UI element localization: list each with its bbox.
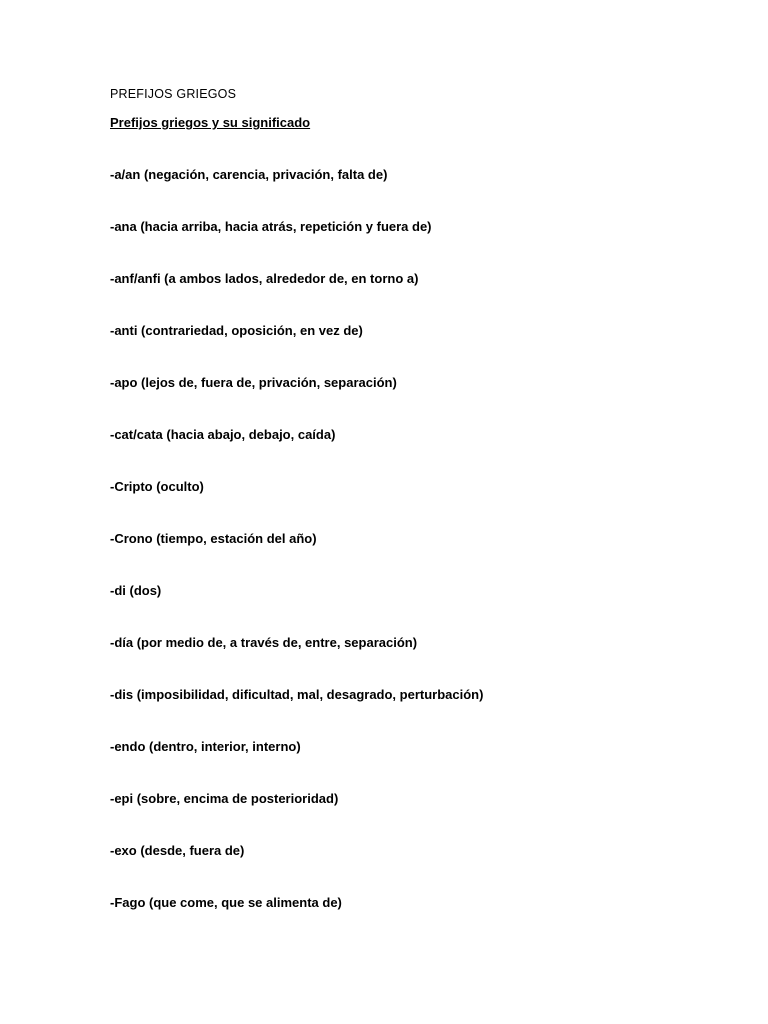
prefix-item: -apo (lejos de, fuera de, privación, separación): [110, 375, 397, 390]
prefix-item: -exo (desde, fuera de): [110, 843, 245, 858]
prefix-item: -día (por medio de, a través de, entre, separación): [110, 635, 418, 650]
prefix-item: -a/an (negación, carencia, privación, falta de): [110, 167, 388, 182]
prefix-item: -ana (hacia arriba, hacia atrás, repetición y fuera de): [110, 219, 432, 234]
prefix-item: -endo (dentro, interior, interno): [110, 739, 301, 754]
prefix-list: [110, 166, 483, 946]
prefix-item: -Crono (tiempo, estación del año): [110, 531, 317, 546]
prefix-item: -cat/cata (hacia abajo, debajo, caída): [110, 427, 336, 442]
page-subtitle: Prefijos griegos y su significado: [110, 115, 311, 130]
prefix-item: -Fago (que come, que se alimenta de): [110, 895, 342, 910]
prefix-item: -dis (imposibilidad, dificultad, mal, desagrado, perturbación): [110, 687, 484, 702]
prefix-item: -epi (sobre, encima de posterioridad): [110, 791, 339, 806]
prefix-item: -anf/anfi (a ambos lados, alrededor de, en torno a): [110, 271, 419, 286]
page-title: PREFIJOS GRIEGOS: [110, 87, 237, 101]
prefix-item: -anti (contrariedad, oposición, en vez de): [110, 323, 363, 338]
prefix-item: -Cripto (oculto): [110, 479, 204, 494]
prefix-item: -di (dos): [110, 583, 162, 598]
